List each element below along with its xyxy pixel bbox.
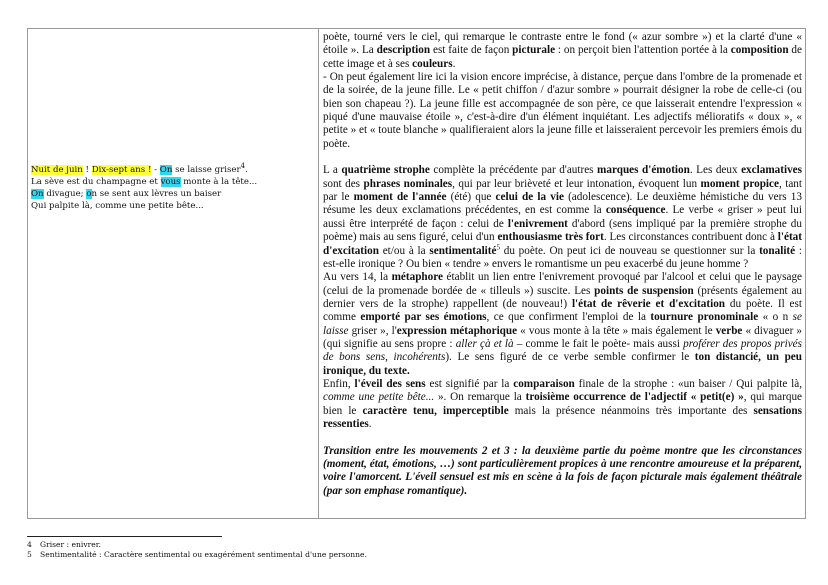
emphasized-text: l'enivrement	[507, 217, 568, 230]
body-text: griser », l'	[348, 324, 397, 337]
body-text: L a	[323, 164, 342, 177]
body-text: . Le verbe « griser » peut lui aussi être interprété de façon : celui de	[323, 204, 802, 230]
emphasized-text: expression métaphorique	[396, 324, 518, 337]
analysis-table	[27, 28, 806, 519]
body-text: .	[452, 57, 456, 70]
footnote-ref: 5	[496, 242, 500, 251]
commentary-paragraph	[323, 271, 802, 378]
highlighted-word: Dix-sept ans !	[91, 165, 152, 175]
footnote-number: 5	[27, 550, 32, 559]
body-text: du poète. Il est comme	[323, 297, 802, 324]
highlighted-word: On	[31, 189, 44, 199]
emphasized-text: celui de la vie	[495, 191, 564, 204]
commentary-paragraph	[323, 71, 802, 151]
body-text: ). Le sens figuré de ce verbe semble confirmer le	[445, 351, 695, 364]
emphasized-text: exclamatives	[741, 164, 802, 177]
emphasized-text: aller çà et là	[455, 337, 514, 350]
footnote-text: Sentimentalité : Caractère sentimental ou exagérément sentimental d'une personne.	[40, 550, 367, 559]
footnote-separator	[27, 536, 222, 537]
body-text: : est-elle ironique ? Ou bien « tendre » envers le romantisme un peu exacerbé du jeune homme ?	[323, 244, 802, 270]
commentary-paragraph	[323, 378, 802, 431]
body-text: établit un lien entre l'enivrement provoqué par l'alcool et celui que le paysage (celui de la promenade bordée de « tilleuls ») suscite. Les	[323, 271, 803, 297]
body-text: : on perçoit bien l'attention portée à la	[555, 44, 731, 57]
body-text: , ce que confirment l'emploi de la	[486, 311, 651, 324]
body-text: poète, tourné vers le ciel, qui remarque le contraste entre le fond (« azur sombre ») et la clarté d'une « étoile ». La	[323, 31, 802, 57]
emphasized-text: l'état d'excitation	[323, 231, 802, 257]
emphasized-text: troisième occurrence de l'adjectif « petit(e) »	[525, 391, 744, 404]
body-text: , tant par le	[323, 177, 803, 204]
body-text: (adolescence). Le deuxième hémistiche du vers 13 résume les deux exclamations précédentes, en est comme la	[323, 191, 802, 217]
poem-line	[31, 188, 257, 200]
emphasized-text: points de suspension	[594, 284, 694, 297]
body-text: . Les circonstances contribuent donc à	[603, 231, 778, 244]
emphasized-text: enthousiasme très fort	[497, 231, 604, 244]
emphasized-text: quatrième strophe	[341, 164, 430, 177]
footnote	[27, 540, 101, 549]
body-text: .	[368, 417, 372, 430]
body-text: et/ou à la	[378, 244, 430, 257]
poem-text: La sève est du champagne et	[31, 177, 161, 187]
body-text: (présents également au dernier vers de la strophe) rappellent (de nouveau!)	[323, 284, 803, 310]
emphasized-text: couleurs	[412, 57, 453, 70]
highlighted-word: On	[159, 165, 173, 175]
poem-line	[31, 164, 257, 176]
emphasized-text: caractère tenu, imperceptible	[362, 404, 509, 417]
poem-text: n se sent aux lèvres un baiser	[91, 189, 222, 199]
emphasized-text: l'état de rêverie et d'excitation	[571, 297, 726, 310]
poem-line	[31, 176, 257, 188]
highlighted-word: Nuit de juin	[31, 165, 83, 175]
body-text: , qui marque bien le	[323, 391, 803, 417]
footnote-number: 4	[27, 540, 32, 549]
paragraph-gap	[323, 431, 802, 444]
poem-cell	[28, 29, 319, 518]
emphasized-text: comme une petite bête...	[323, 391, 435, 404]
emphasized-text: moment de l'année	[353, 191, 447, 204]
body-text: Au vers 14, la	[323, 271, 392, 284]
emphasized-text: Transition entre les mouvements 2 et 3 : la deuxième partie du poème montre que les circonstances (moment, état, émotions, …) sont particulièrement propices à une rencontre amoureuse et la préparent, voire l'amorcent. L'éveil sensuel est mis en scène à la fois de façon picturale mais également théâtrale (par son emphase romantique).	[323, 444, 802, 497]
body-text: « divaguer » (qui signifie au sens propre :	[323, 324, 802, 350]
highlighted-word: vous	[160, 177, 181, 187]
body-text: (été) que	[446, 191, 496, 204]
emphasized-text: sensations ressenties	[323, 404, 802, 430]
emphasized-text: conséquence	[605, 204, 666, 217]
emphasized-text: tonalité	[759, 244, 796, 257]
commentary-paragraph	[323, 164, 802, 271]
emphasized-text: composition	[730, 44, 789, 57]
body-text: - On peut également lire ici la vision encore imprécise, à distance, perçue dans l'ombre de la promenade et de la soirée, de la jeune fille. Le « petit chiffon / d'azur sombre » pourrait désigner la robe de celle-ci (ou bien son chapeau ?). La jeune fille est accompagnée de son père, ce que laisserait entendre l'expression « piqué d'une mauvaise étoile », c'est-à-dire d'un élément inquiétant. Les adjectifs mélioratifs « doux », « petite » et « toute blanche » qualifieraient alors la jeune fille et laisseraient percevoir les premiers émois du poète.	[323, 71, 803, 150]
emphasized-text: ton distancié, un peu ironique, du texte.	[323, 351, 802, 377]
body-text: de cette image et à ses	[323, 44, 802, 70]
emphasized-text: proférer des propos privés de bons sens, incohérents	[323, 337, 802, 364]
poem-text: monte à la tête...	[180, 177, 258, 187]
commentary-paragraph	[323, 31, 802, 71]
body-text: finale de la strophe : «un baiser / Qui palpite là,	[574, 377, 803, 390]
poem-text: .	[245, 165, 248, 175]
body-text: est faite de façon	[430, 44, 513, 57]
emphasized-text: marques d'émotion	[597, 164, 690, 177]
body-text: d'abord (sens impliqué par la première strophe du poème) mais au sens figuré, celui d'un	[323, 217, 802, 244]
body-text: « o n	[758, 311, 793, 324]
poem-text: divague;	[43, 189, 87, 199]
emphasized-text: verbe	[715, 324, 743, 337]
poem-text: se laisse griser	[172, 165, 241, 175]
poem-text: -	[151, 165, 160, 175]
emphasized-text: l'éveil des sens	[354, 377, 426, 390]
footnote-text: Griser : enivrer.	[40, 540, 101, 549]
commentary-paragraph	[323, 445, 802, 498]
body-text: Enfin,	[323, 377, 355, 390]
body-text: du poète. On peut ici de nouveau se questionner sur la	[499, 244, 760, 257]
poem-text: !	[82, 165, 92, 175]
emphasized-text: picturale	[512, 44, 556, 57]
emphasized-text: comparaison	[513, 377, 575, 390]
emphasized-text: métaphore	[391, 271, 443, 284]
paragraph-gap	[323, 151, 802, 164]
footnote	[27, 550, 367, 559]
body-text: – comme le fait le poète- mais aussi	[513, 337, 684, 350]
body-text: complète la précédente par d'autres	[429, 164, 598, 177]
emphasized-text: emporté par ses émotions	[360, 311, 487, 324]
poem-excerpt	[31, 164, 257, 212]
body-text: , qui par leur brièveté et leur intonation, évoquent lun	[452, 177, 701, 190]
poem-line	[31, 200, 257, 212]
poem-text: Qui palpite là, comme une petite bête...	[31, 201, 204, 211]
body-text: mais la présence néanmoins très importante des	[508, 404, 754, 417]
commentary-cell	[320, 29, 805, 498]
body-text: est signifié par la	[425, 377, 514, 390]
footnote-ref: 4	[240, 162, 246, 171]
emphasized-text: tournure pronominale	[650, 311, 759, 324]
highlighted-word: o	[86, 189, 92, 199]
body-text: « vous monte à la tête » mais également le	[517, 324, 716, 337]
body-text: ». On remarque la	[434, 391, 526, 404]
emphasized-text: sentimentalité	[429, 244, 497, 257]
emphasized-text: phrases nominales	[363, 177, 453, 190]
emphasized-text: moment propice	[700, 177, 779, 190]
emphasized-text: se laisse	[323, 311, 802, 337]
body-text: . Les deux	[689, 164, 742, 177]
emphasized-text: description	[376, 44, 431, 57]
body-text: sont des	[323, 177, 364, 190]
